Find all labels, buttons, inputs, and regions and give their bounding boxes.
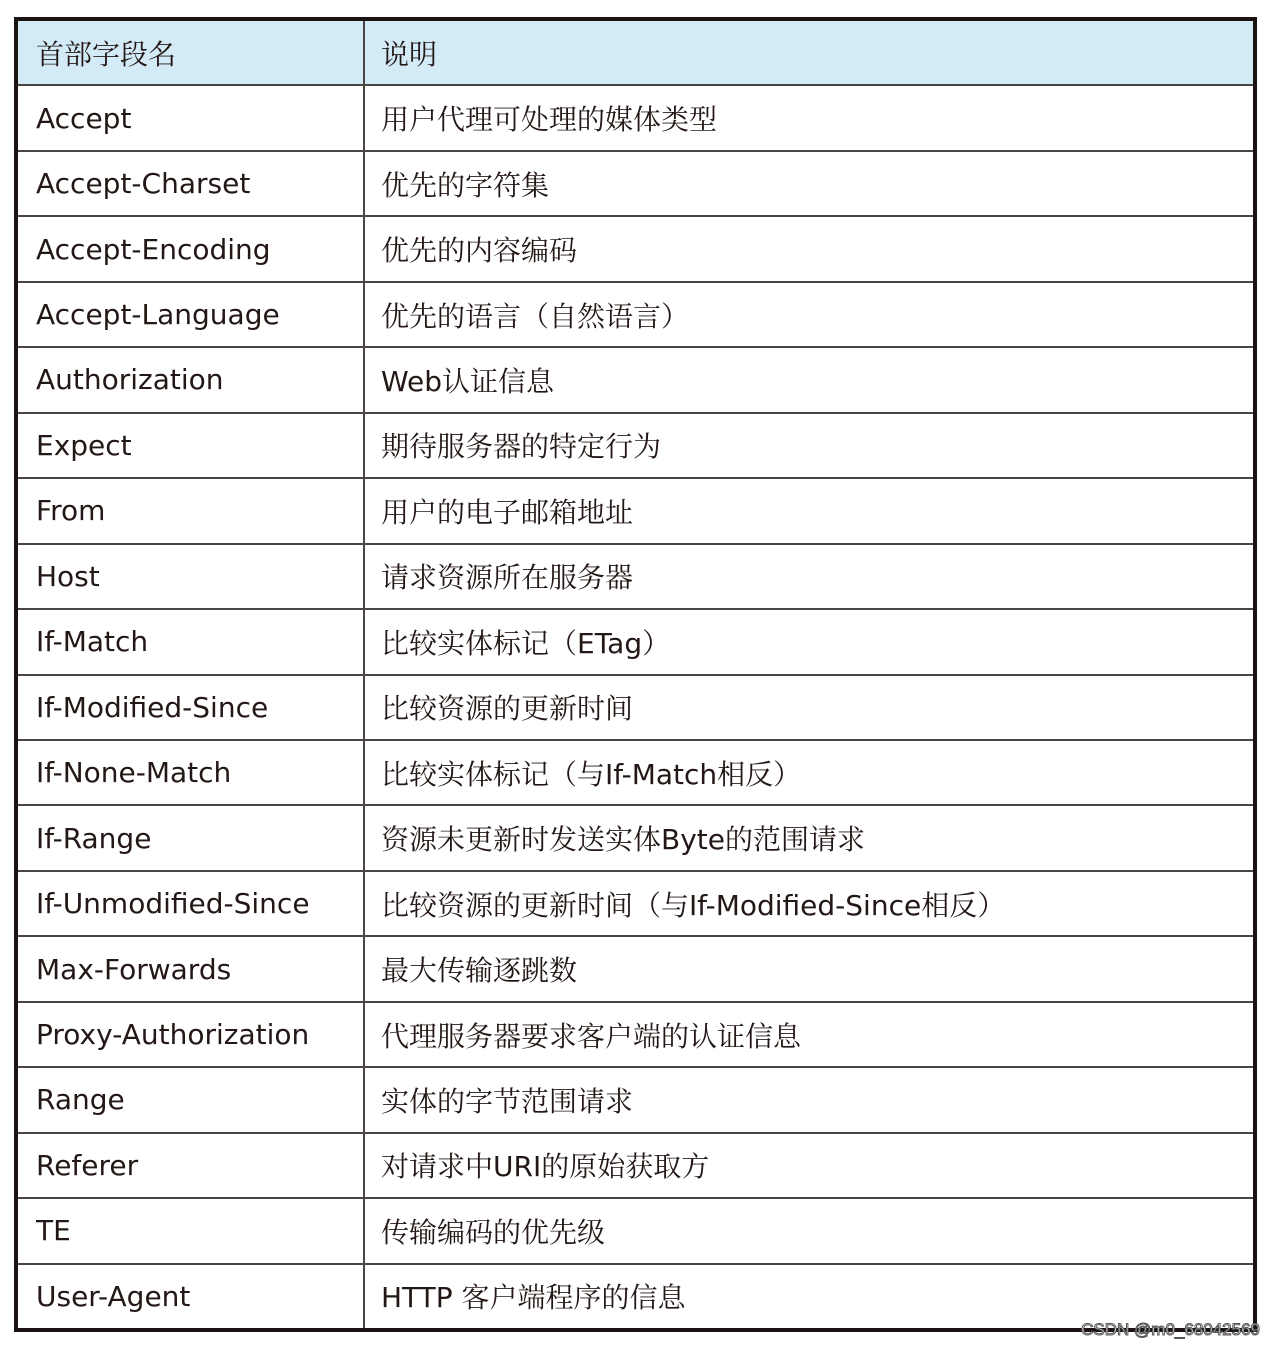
table-row [18, 346, 1253, 411]
field-description: 传输编码的优先级 [381, 1215, 606, 1249]
table-row [18, 674, 1253, 739]
table-row [18, 935, 1253, 1000]
field-name: If-None-Match [18, 741, 365, 804]
request-headers-table [14, 17, 1257, 1332]
field-name: Host [18, 545, 365, 608]
table-row [18, 608, 1253, 673]
field-description: 比较资源的更新时间（与If-Modified-Since相反） [381, 888, 1006, 922]
field-description: Web认证信息 [381, 364, 555, 398]
table-row [18, 215, 1253, 280]
field-name: Referer [18, 1134, 365, 1197]
field-description: 对请求中URI的原始获取方 [381, 1150, 710, 1184]
field-description: HTTP 客户端程序的信息 [381, 1281, 686, 1315]
field-name: Range [18, 1068, 365, 1131]
table-header-row [18, 21, 1253, 84]
header-field-name: 首部字段名 [18, 21, 365, 84]
field-description: 优先的语言（自然语言） [381, 299, 690, 333]
table-row [18, 1197, 1253, 1262]
header-description: 说明 [381, 37, 438, 71]
field-name: Accept-Encoding [18, 217, 365, 280]
field-name: Max-Forwards [18, 937, 365, 1000]
field-name: If-Range [18, 806, 365, 869]
field-description: 代理服务器要求客户端的认证信息 [381, 1019, 802, 1053]
field-description: 实体的字节范围请求 [381, 1084, 634, 1118]
field-description: 优先的字符集 [381, 168, 550, 202]
field-description: 用户代理可处理的媒体类型 [381, 103, 718, 137]
field-description: 优先的内容编码 [381, 234, 578, 268]
table-row [18, 870, 1253, 935]
field-description: 比较实体标记（与If-Match相反） [381, 757, 802, 791]
field-name: If-Unmodified-Since [18, 872, 365, 935]
field-description: 期待服务器的特定行为 [381, 430, 662, 464]
table-row [18, 1066, 1253, 1131]
table-row [18, 1263, 1253, 1328]
table-row [18, 739, 1253, 804]
field-name: Accept-Language [18, 283, 365, 346]
field-name: Authorization [18, 348, 365, 411]
table-row [18, 84, 1253, 149]
table-row [18, 477, 1253, 542]
field-description: 请求资源所在服务器 [381, 561, 634, 595]
table-row [18, 543, 1253, 608]
field-name: From [18, 479, 365, 542]
field-name: If-Match [18, 610, 365, 673]
table-row [18, 1001, 1253, 1066]
field-name: User-Agent [18, 1265, 365, 1328]
table-row [18, 150, 1253, 215]
field-name: Proxy-Authorization [18, 1003, 365, 1066]
field-description: 比较实体标记（ETag） [381, 626, 671, 660]
field-description: 用户的电子邮箱地址 [381, 495, 634, 529]
field-description: 最大传输逐跳数 [381, 954, 578, 988]
table-row [18, 281, 1253, 346]
table-row [18, 412, 1253, 477]
field-name: Accept-Charset [18, 152, 365, 215]
field-description: 资源未更新时发送实体Byte的范围请求 [381, 823, 865, 857]
watermark: CSDN @m0_68042569 [1081, 1320, 1260, 1339]
field-name: TE [18, 1199, 365, 1262]
table-row [18, 804, 1253, 869]
table-row [18, 1132, 1253, 1197]
field-name: If-Modified-Since [18, 676, 365, 739]
field-name: Accept [18, 86, 365, 149]
field-name: Expect [18, 414, 365, 477]
field-description: 比较资源的更新时间 [381, 692, 634, 726]
